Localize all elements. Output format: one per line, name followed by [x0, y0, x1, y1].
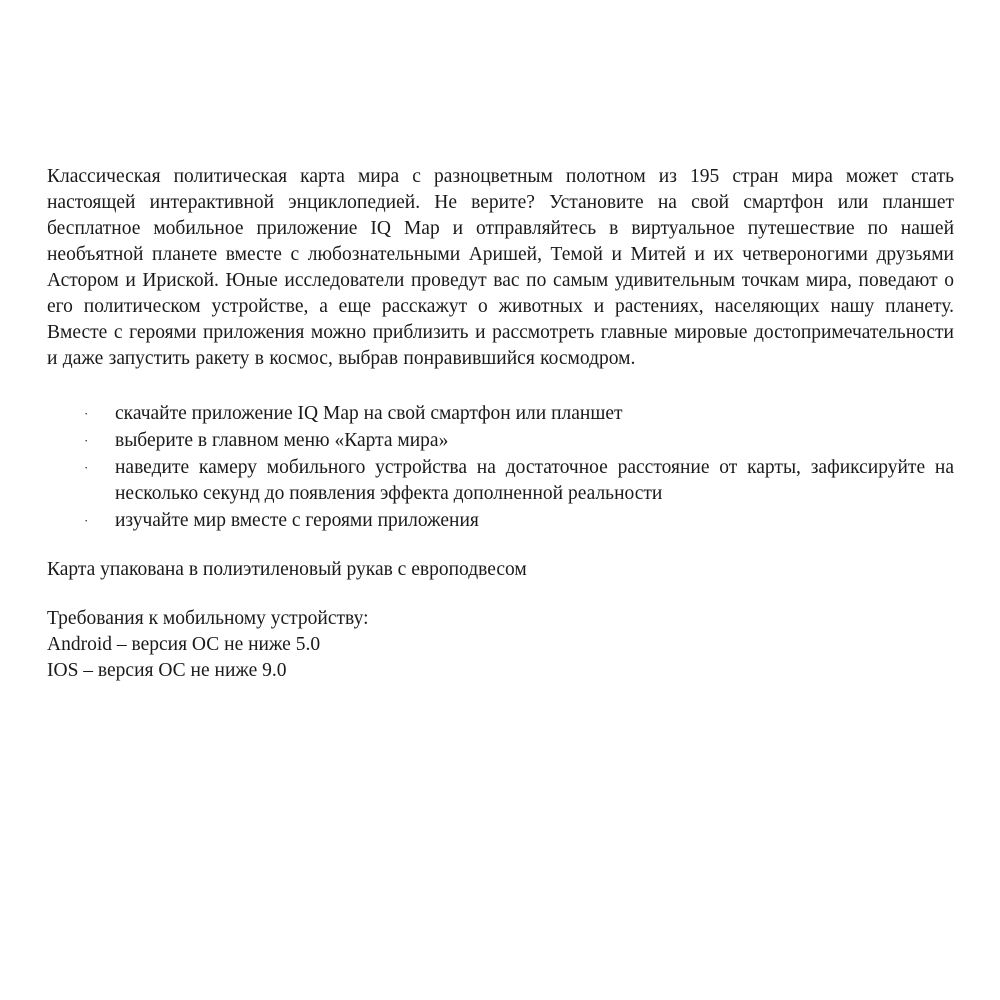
bullet-icon: ·	[84, 406, 89, 421]
bullet-icon: ·	[84, 513, 89, 528]
packaging-note: Карта упакована в полиэтиленовый рукав с европодвесом	[47, 559, 527, 580]
list-item-text: изучайте мир вместе с героями приложения	[115, 510, 479, 531]
list-item	[47, 455, 954, 507]
product-description	[47, 164, 954, 684]
requirements-title: Требования к мобильному устройству:	[47, 608, 369, 629]
device-requirements	[47, 606, 954, 684]
android-requirement: Android – версия ОС не ниже 5.0	[47, 634, 321, 655]
list-item	[47, 428, 954, 454]
list-item	[47, 508, 954, 534]
list-item	[47, 401, 954, 427]
list-item-text: выберите в главном меню «Карта мира»	[115, 430, 449, 451]
bullet-icon: ·	[84, 433, 89, 448]
intro-paragraph: Классическая политическая карта мира с разноцветным полотном из 195 стран мира может стать настоящей интерактивной энциклопедией. Не верите? Установите на свой смартфон или планшет бесплатное мобильное приложение IQ Map и отправляйтесь в виртуальное путешествие по нашей необъятной планете вместе с любознательными Аришей, Темой и Митей и их четвероногими друзьями Астором и Ириской. Юные исследователи проведут вас по самым удивительным точкам мира, поведают о его политическом устройстве, а еще расскажут о животных и растениях, населяющих нашу планету. Вместе с героями приложения можно приблизить и рассмотреть главные мировые достопримечательности и даже запустить ракету в космос, выбрав понравившийся космодром.	[47, 166, 954, 369]
ios-requirement: IOS – версия ОС не ниже 9.0	[47, 660, 287, 681]
bullet-icon: ·	[84, 460, 89, 475]
instructions-list	[47, 401, 954, 534]
list-item-text: скачайте приложение IQ Map на свой смартфон или планшет	[115, 403, 623, 424]
list-item-text: наведите камеру мобильного устройства на достаточное расстояние от карты, зафиксируйте на несколько секунд до появления эффекта дополненной реальности	[115, 457, 954, 504]
